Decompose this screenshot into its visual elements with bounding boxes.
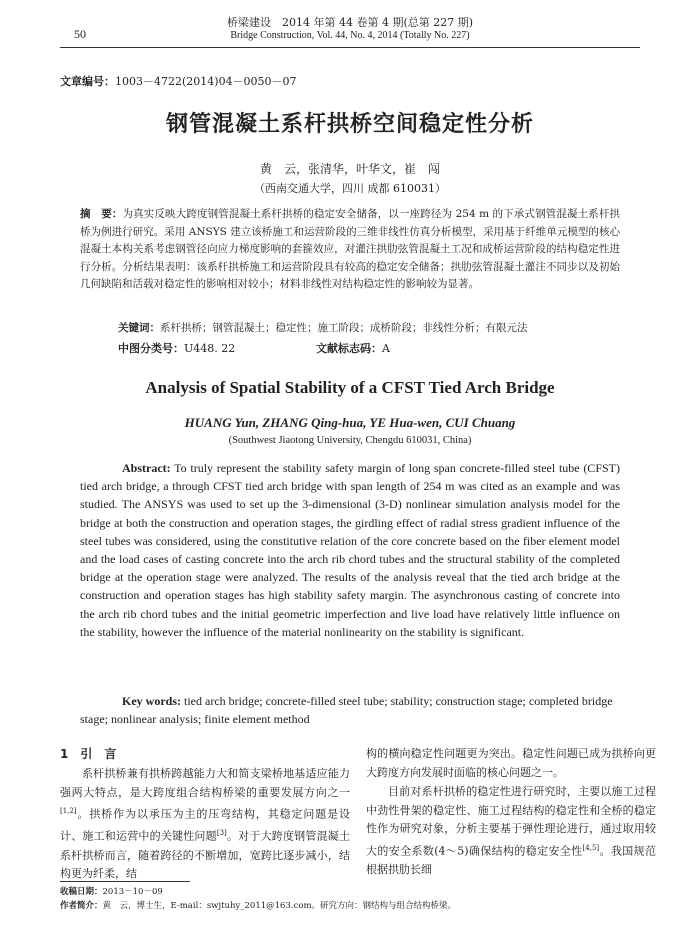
footnote-received (60, 885, 163, 897)
body-column-right-top: 构的横向稳定性问题更为突出。稳定性问题已成为拱桥向更大跨度方向发展时面临的核心问题之一。 (366, 747, 656, 779)
page-number: 50 (74, 27, 86, 41)
classification-value: U448. 22 (184, 342, 236, 355)
keywords-en-label: Key words: (122, 694, 181, 708)
title-en: Analysis of Spatial Stability of a CFST Tied Arch Bridge (145, 378, 555, 397)
journal-header-cn: 桥梁建设 2014 年第 44 卷第 4 期(总第 227 期) (226, 16, 474, 29)
authors-cn: 黄 云，张清华，叶华文，崔 闯 (259, 162, 440, 176)
footnote-author-value: 黄 云，博士生，E-mail：swjtuhy_2011@163.com。研究方向：钢结构与组合结构桥梁。 (102, 901, 457, 911)
header-rule (60, 47, 640, 48)
keywords-cn-label: 关键词： (118, 322, 160, 334)
title-cn: 钢管混凝土系杆拱桥空间稳定性分析 (165, 112, 534, 137)
body-text: 。拱桥作为以承压为主的压弯结构，其稳定问题是设计、施工和运营中的关键性问题 (60, 807, 350, 844)
keywords-en-text: tied arch bridge; concrete-filled steel tube; stability; construction stage; completed bridge stage; nonlinear analysis; finite element method (80, 694, 613, 727)
affiliation-en: (Southwest Jiaotong University, Chengdu 610031, China) (228, 435, 472, 446)
article-number-label: 文章编号： (60, 75, 115, 88)
article-number-value: 1003－4722(2014)04－0050－07 (115, 75, 297, 88)
keywords-en (80, 692, 620, 728)
article-number (60, 73, 297, 89)
keywords-cn (118, 320, 618, 335)
section-heading-introduction: 1 引 言 (60, 747, 117, 761)
abstract-cn-label: 摘 要： (80, 208, 123, 220)
body-column-right (366, 783, 656, 880)
footnote-received-value: 2013－10－09 (102, 887, 163, 897)
abstract-cn-text: 为真实反映大跨度钢管混凝土系杆拱桥的稳定安全储备，以一座跨径为 254 m 的下承式钢管混凝土系杆拱桥为例进行研究。采用 ANSYS 建立该桥施工和运营阶段的三维非线性仿真分析模型，采用基于纤维单元模型的核心混凝土本构关系考虑钢管径向应力梯度影响的套箍效应，对灌注拱肋弦管混凝土工况和成桥运营阶段的结构稳定性进行分析。分析结果表明：该系杆拱桥施工和运营阶段具有较高的稳定安全储备；拱肋弦管混凝土灌注不同步以及初始几何缺陷和活载对稳定性的影响相对较小；材料非线性对结构稳定性的影响较为显著。 (80, 208, 620, 290)
citation: [1,2] (60, 807, 77, 816)
abstract-en-label: Abstract: (122, 461, 171, 475)
document-code (316, 340, 390, 356)
body-text: 。我国规范根据拱肋长细 (366, 844, 656, 877)
abstract-en-text: To truly represent the stability safety margin of long span concrete-filled steel tube (CFST) tied arch bridge, a through CFST tied arch bridge with span length of 254 m was cited as an example and was studied. The ANSYS was used to set up the 3-dimensional (3-D) nonlinear simulation analysis model for the bridge at both the construction and operation stages, the girdling effect of radial stress gradient influence of the steel tubes was considered, using the constitutive relation of the core concrete based on the fiber element model and the load cases of casting concrete into the arch rib chord tubes and the structural stability of the completed bridge at the operation stage were analyzed. The results of the analysis reveal that the tied arch bridge at the construction and operation stages has high stability safety margin. The asynchronous casting of concrete into the arch rib chord tubes and the initial geometric imperfection and live load have relatively little influence on the stability, however the influence of the material nonlinearity on the stability is significant. (80, 461, 620, 639)
keywords-cn-text: 系杆拱桥；钢管混凝土；稳定性；施工阶段；成桥阶段；非线性分析；有限元法 (160, 322, 528, 334)
body-text: 系杆拱桥兼有拱桥跨越能力大和简支梁桥地基适应能力强两大特点，是大跨度组合结构桥梁的重要发展方向之一 (60, 767, 350, 799)
body-column-left (60, 765, 350, 884)
citation: [3] (216, 829, 227, 838)
classification-label: 中图分类号： (118, 342, 184, 355)
abstract-en (80, 459, 620, 641)
body-text: 。对于大跨度钢管混凝土系杆拱桥而言，随着跨径的不断增加，宽跨比逐步减小，结构更为纤柔，结 (60, 830, 350, 881)
footnote-rule (60, 881, 190, 882)
journal-header-en: Bridge Construction, Vol. 44, No. 4, 2014 (Totally No. 227) (230, 30, 470, 41)
citation: [4,5] (582, 843, 600, 852)
body-text: 目前对系杆拱桥的稳定性进行研究时，主要以施工过程中劲性骨架的稳定性、施工过程结构的稳定性和全桥的稳定性作为研究对象，分析主要基于弹性理论进行，通过取用较大的安全系数(4～5)确保结构的稳定安全性 (366, 785, 656, 858)
affiliation-cn: （西南交通大学，四川 成都 610031） (254, 182, 446, 195)
footnote-received-label: 收稿日期： (60, 887, 103, 897)
document-code-value: A (382, 342, 390, 355)
classification (118, 340, 235, 356)
abstract-cn (80, 206, 620, 294)
footnote-author-label: 作者简介： (60, 901, 103, 911)
footnote-author (60, 899, 456, 911)
document-code-label: 文献标志码： (316, 342, 382, 355)
authors-en: HUANG Yun, ZHANG Qing-hua, YE Hua-wen, CUI Chuang (184, 415, 516, 430)
